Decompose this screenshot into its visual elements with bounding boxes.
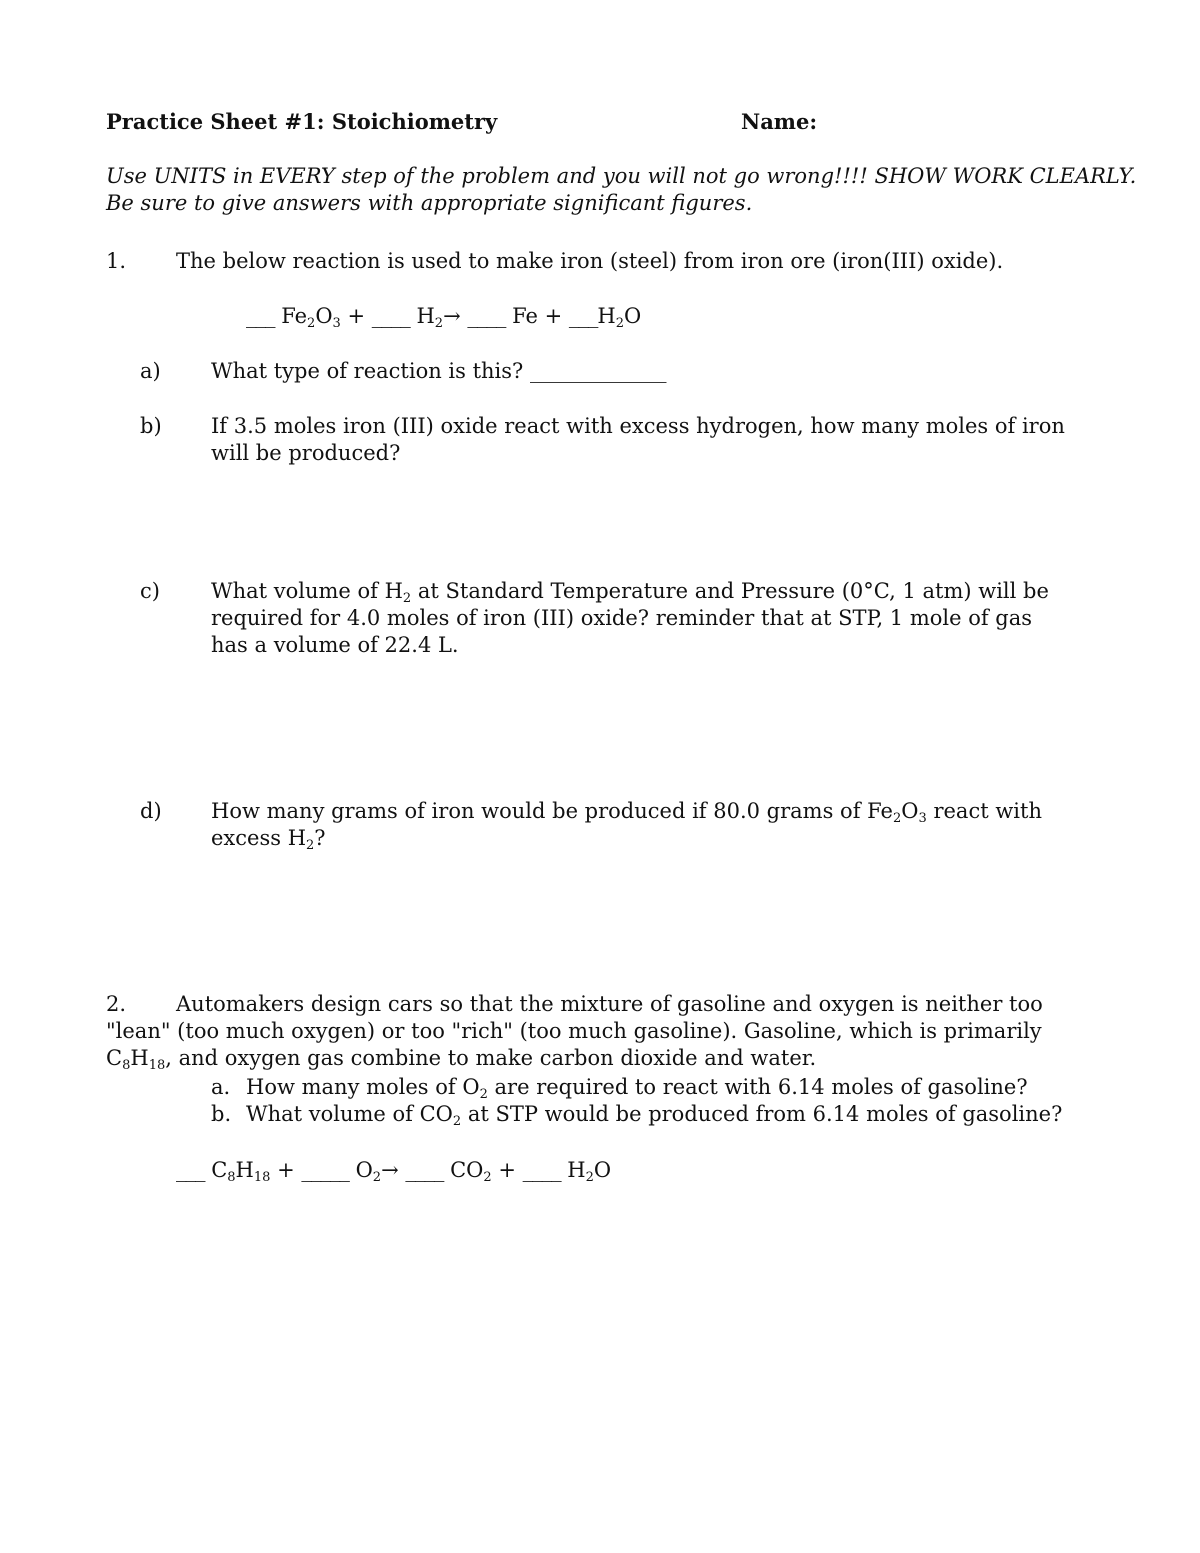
equation-blank[interactable]: ____ bbox=[522, 1158, 561, 1182]
part-2a-label: a. bbox=[211, 1075, 231, 1099]
instructions-line-2: Be sure to give answers with appropriate significant figures. bbox=[106, 191, 753, 215]
question-2-number: 2. bbox=[106, 992, 127, 1016]
equation-blank[interactable]: ___ bbox=[568, 304, 598, 328]
question-1-text: The below reaction is used to make iron (steel) from iron ore (iron(III) oxide). bbox=[176, 249, 1004, 273]
part-2b-text: What volume of $CO_2$ at STP would be produced from 6.14 moles of gasoline? bbox=[246, 1102, 1063, 1129]
part-1c-label: c) bbox=[140, 579, 160, 603]
instructions-line-1: Use UNITS in EVERY step of the problem and you will not go wrong!!!! SHOW WORK CLEARLY. bbox=[106, 164, 1137, 188]
question-1-number: 1. bbox=[106, 249, 127, 273]
part-2a-text: How many moles of $O_2$ are required to react with 6.14 moles of gasoline? bbox=[246, 1075, 1028, 1102]
part-2b-label: b. bbox=[211, 1102, 232, 1126]
part-1d-label: d) bbox=[140, 799, 162, 823]
question-2-equation: ___ $C_8H_{18}$ + _____ $O_2\to$ ____ $CO_2$ + ____ $H_2O$ bbox=[176, 1158, 612, 1185]
part-1a-text: What type of reaction is this? _____________ bbox=[211, 359, 667, 383]
part-1b-text: If 3.5 moles iron (III) oxide react with excess hydrogen, how many moles of iron will be produced? bbox=[211, 414, 1065, 465]
equation-blank[interactable]: ___ bbox=[246, 304, 275, 328]
equation-blank[interactable]: ____ bbox=[371, 304, 410, 328]
equation-blank[interactable]: _____ bbox=[301, 1158, 349, 1182]
part-1a-label: a) bbox=[140, 359, 161, 383]
question-2-text: Automakers design cars so that the mixture of gasoline and oxygen is neither too "lean" (too much oxygen) or too "rich" (too much gasoline). Gasoline, which is primarily $C_8H_{18}$, and oxygen gas combine to make carbon dioxide and water. bbox=[106, 992, 1043, 1073]
part-1b-label: b) bbox=[140, 414, 162, 438]
name-label: Name: bbox=[741, 109, 818, 134]
part-1c-text: What volume of $H_2$ at Standard Temperature and Pressure (0°C, 1 atm) will be required for 4.0 moles of iron (III) oxide? reminder that at STP, 1 mole of gas has a volume of 22.4 L. bbox=[211, 579, 1049, 657]
worksheet-title: Practice Sheet #1: Stoichiometry bbox=[106, 109, 498, 134]
reaction-arrow: → bbox=[443, 304, 461, 328]
equation-blank[interactable]: ____ bbox=[405, 1158, 444, 1182]
equation-blank[interactable]: ____ bbox=[467, 304, 506, 328]
question-1-equation: ___ $Fe_2O_3$ + ____ $H_2\to$ ____ $Fe + \_\_\_H_2O$ bbox=[246, 304, 642, 331]
reaction-arrow: → bbox=[381, 1158, 399, 1182]
part-1d-text: How many grams of iron would be produced if 80.0 grams of $Fe_2O_3$ react with excess $H_2$? bbox=[211, 799, 1042, 853]
equation-blank[interactable]: ___ bbox=[176, 1158, 205, 1182]
